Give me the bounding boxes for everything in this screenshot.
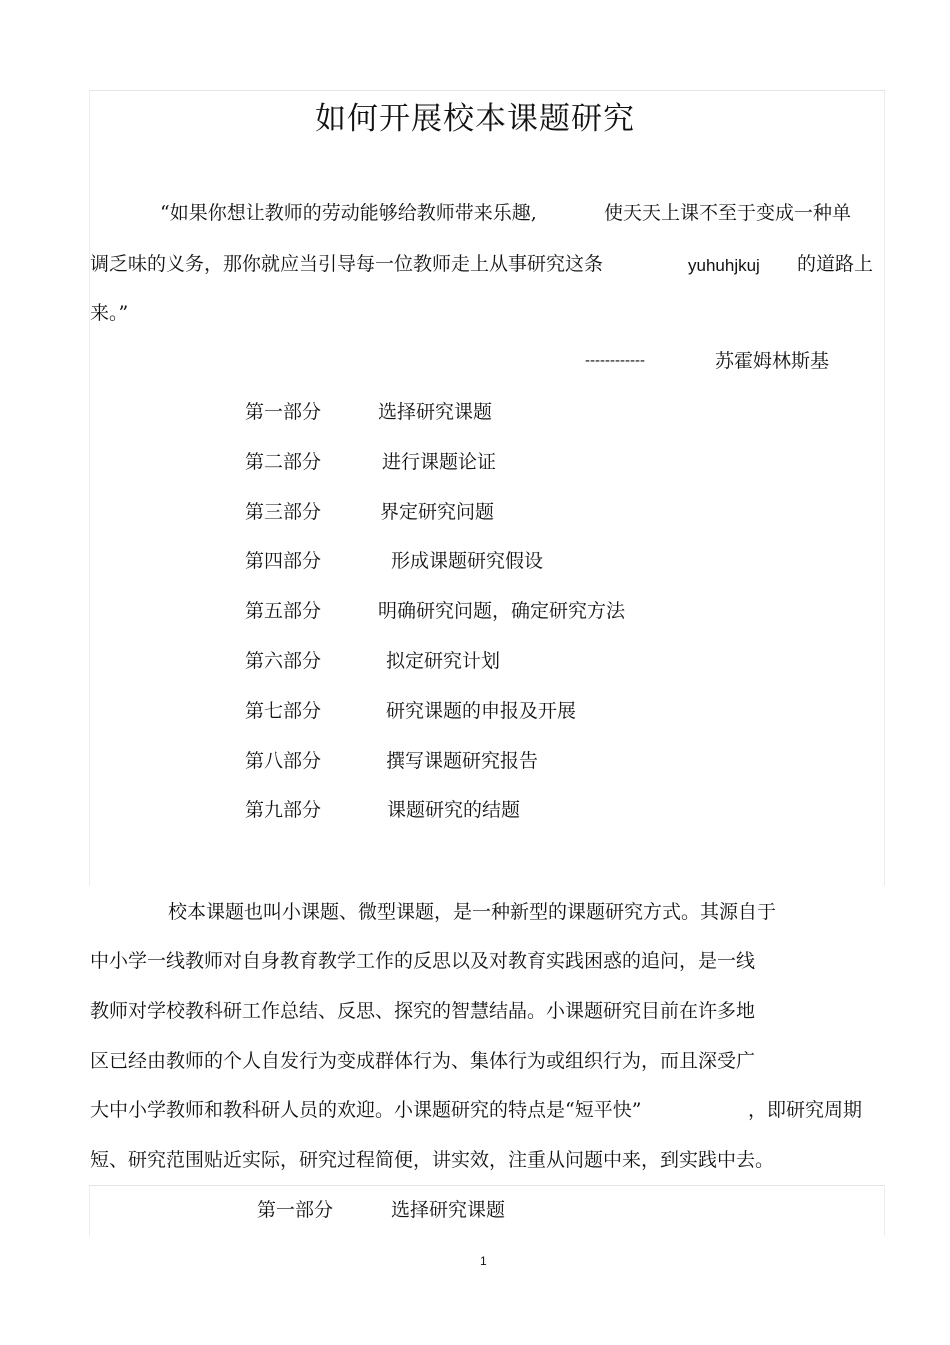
intro-line-3: 教师对学校教科研工作总结、反思、探究的智慧结晶。小课题研究目前在许多地 [90, 1000, 756, 1022]
quote-latin-word: yuhuhjkuj [688, 256, 760, 275]
intro-line-1: 校本课题也叫小课题、微型课题，是一种新型的课题研究方式。其源自于 [168, 901, 777, 923]
toc-part-2: 第二部分 [245, 451, 322, 473]
toc-part-7: 第七部分 [245, 700, 322, 722]
intro-line-6: 短、研究范围贴近实际，研究过程简便，讲实效，注重从问题中来，到实践中去。 [90, 1149, 775, 1171]
quote-line-3: 来。” [90, 302, 129, 324]
intro-line-4: 区已经由教师的个人自发行为变成群体行为、集体行为或组织行为，而且深受广 [90, 1050, 756, 1072]
toc-topic-8: 撰写课题研究报告 [386, 750, 539, 772]
toc-topic-4: 形成课题研究假设 [391, 550, 544, 572]
toc-part-5: 第五部分 [245, 600, 322, 622]
toc-topic-6: 拟定研究计划 [386, 650, 501, 672]
toc-part-9: 第九部分 [245, 799, 322, 821]
attribution-dashes: ------------ [585, 352, 645, 369]
toc-topic-9: 课题研究的结题 [387, 799, 521, 821]
toc-topic-3: 界定研究问题 [380, 501, 495, 523]
toc-topic-7: 研究课题的申报及开展 [386, 700, 577, 722]
toc-topic-2: 进行课题论证 [382, 451, 497, 473]
quote-line-1a: “如果你想让教师的劳动能够给教师带来乐趣, [160, 202, 537, 224]
toc-part-6: 第六部分 [245, 650, 322, 672]
quote-line-2c: 的道路上 [797, 253, 874, 275]
page-number: 1 [480, 1254, 487, 1268]
toc-topic-1: 选择研究课题 [378, 401, 493, 423]
intro-line-5b: ，即研究周期 [748, 1099, 863, 1121]
quote-line-2a: 调乏味的义务，那你就应当引导每一位教师走上从事研究这条 [90, 253, 604, 275]
toc-part-4: 第四部分 [245, 550, 322, 572]
intro-line-2: 中小学一线教师对自身教育教学工作的反思以及对教育实践困惑的追问，是一线 [90, 950, 756, 972]
toc-topic-5: 明确研究问题，确定研究方法 [378, 600, 626, 622]
toc-part-3: 第三部分 [245, 501, 322, 523]
toc-part-8: 第八部分 [245, 750, 322, 772]
quote-author: 苏霍姆林斯基 [715, 350, 830, 372]
intro-line-5a: 大中小学教师和教科研人员的欢迎。小课题研究的特点是“短平快” [90, 1099, 642, 1121]
document-title: 如何开展校本课题研究 [315, 101, 635, 137]
section-part-label: 第一部分 [257, 1199, 334, 1221]
section-topic: 选择研究课题 [391, 1199, 506, 1221]
toc-part-1: 第一部分 [245, 401, 322, 423]
quote-line-1b: 使天天上课不至于变成一种单 [604, 202, 852, 224]
